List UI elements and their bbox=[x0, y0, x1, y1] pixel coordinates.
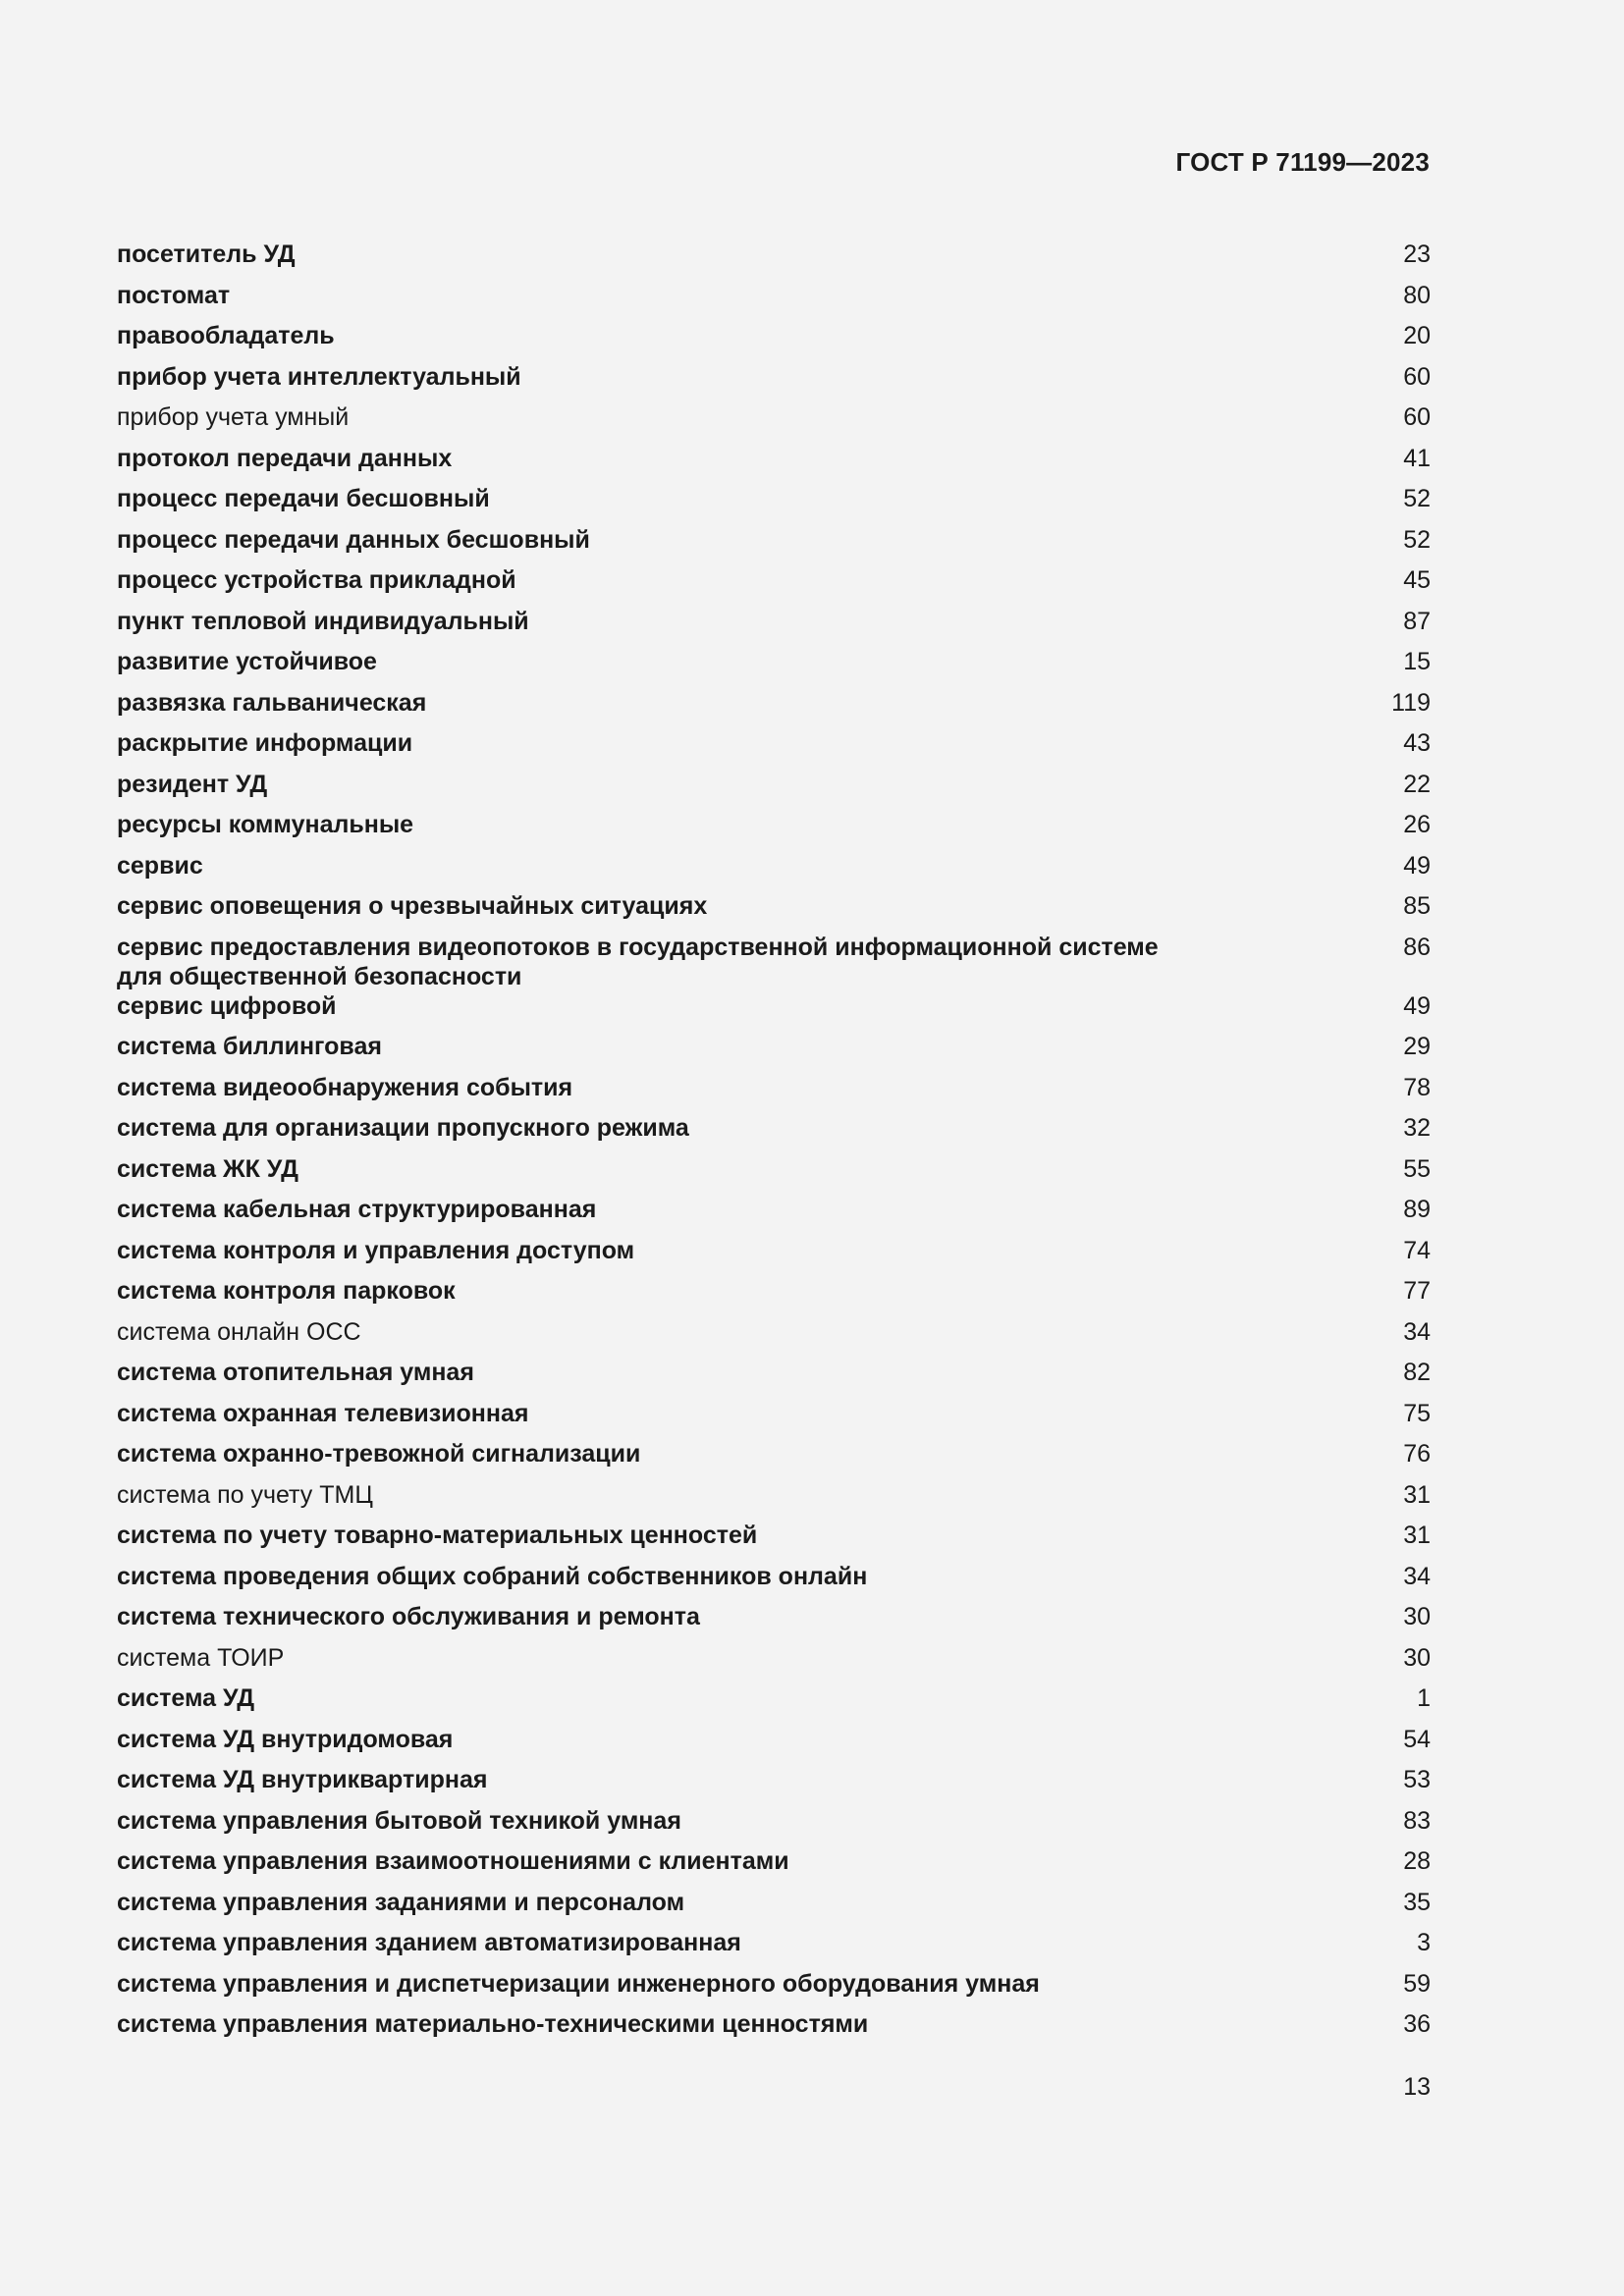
index-page-ref: 85 bbox=[1403, 892, 1431, 920]
index-entry bbox=[117, 688, 1431, 729]
index-page-ref: 22 bbox=[1403, 770, 1431, 798]
index-term: сервис цифровой bbox=[117, 991, 337, 1020]
index-term: правообладатель bbox=[117, 322, 335, 349]
index-page-ref: 31 bbox=[1403, 1522, 1431, 1549]
index-entry bbox=[117, 1765, 1431, 1806]
index-term: постомат bbox=[117, 281, 231, 309]
index-page-ref: 20 bbox=[1403, 322, 1431, 349]
index-entry bbox=[117, 1399, 1431, 1440]
index-entry bbox=[117, 1888, 1431, 1929]
index-term: система для организации пропускного режима bbox=[117, 1114, 689, 1142]
index-entry bbox=[117, 1317, 1431, 1359]
index-term: система контроля и управления доступом bbox=[117, 1236, 635, 1264]
index-term: система технического обслуживания и ремонта bbox=[117, 1603, 700, 1630]
index-term: сервис предоставления видеопотоков в государственной информационной системе для общественной безопасности bbox=[117, 933, 1159, 990]
index-page-ref: 55 bbox=[1403, 1154, 1431, 1183]
index-page-ref: 119 bbox=[1391, 688, 1431, 717]
page-number: 13 bbox=[1403, 2073, 1431, 2101]
index-entry bbox=[117, 1276, 1431, 1317]
index-entry bbox=[117, 1806, 1431, 1847]
index-page-ref: 49 bbox=[1403, 851, 1431, 880]
index-term: процесс передачи данных бесшовный bbox=[117, 525, 590, 554]
index-entry bbox=[117, 1154, 1431, 1196]
index-entry bbox=[117, 1236, 1431, 1277]
index-page-ref: 89 bbox=[1403, 1196, 1431, 1223]
index-entry bbox=[117, 851, 1431, 892]
index-page-ref: 60 bbox=[1403, 403, 1431, 431]
index-entry bbox=[117, 770, 1431, 811]
index-entry bbox=[117, 1725, 1431, 1766]
index-page-ref: 74 bbox=[1403, 1236, 1431, 1264]
index-term: система контроля парковок bbox=[117, 1277, 456, 1305]
index-term: система ТОИР bbox=[117, 1643, 285, 1672]
index-term: система видеообнаружения события bbox=[117, 1073, 573, 1101]
index-page-ref: 60 bbox=[1403, 362, 1431, 391]
index-page-ref: 31 bbox=[1403, 1480, 1431, 1509]
index-entry bbox=[117, 1969, 1431, 2010]
index-term: система охранная телевизионная bbox=[117, 1399, 529, 1427]
index-term: система управления взаимоотношениями с клиентами bbox=[117, 1847, 789, 1875]
index-term: прибор учета умный bbox=[117, 403, 350, 431]
index-entry bbox=[117, 728, 1431, 770]
index-entry bbox=[117, 1195, 1431, 1236]
index-entry bbox=[117, 1683, 1431, 1725]
index-entry bbox=[117, 1643, 1431, 1684]
index-entry bbox=[117, 1032, 1431, 1073]
index-entry bbox=[117, 281, 1431, 322]
index-term: система ЖК УД bbox=[117, 1154, 298, 1183]
index-page-ref: 87 bbox=[1403, 607, 1431, 635]
index-page-ref: 15 bbox=[1403, 648, 1431, 675]
index-entry bbox=[117, 1562, 1431, 1603]
index-entry bbox=[117, 991, 1431, 1033]
index-page-ref: 78 bbox=[1403, 1073, 1431, 1101]
index-term: развязка гальваническая bbox=[117, 688, 427, 717]
index-term: система проведения общих собраний собственников онлайн bbox=[117, 1562, 868, 1590]
index-page-ref: 30 bbox=[1403, 1643, 1431, 1672]
index-page-ref: 77 bbox=[1403, 1277, 1431, 1305]
index-entry bbox=[117, 1113, 1431, 1154]
index-term: система отопительная умная bbox=[117, 1359, 474, 1386]
index-page-ref: 34 bbox=[1403, 1317, 1431, 1346]
index-term: система управления материально-техническими ценностями bbox=[117, 2010, 869, 2038]
index-term: система управления зданием автоматизированная bbox=[117, 1929, 741, 1956]
index-page-ref: 30 bbox=[1403, 1603, 1431, 1630]
index-page-ref: 29 bbox=[1403, 1033, 1431, 1060]
index-page-ref: 86 bbox=[1403, 933, 1431, 961]
index-entry bbox=[117, 1928, 1431, 1969]
index-page-ref: 75 bbox=[1403, 1399, 1431, 1427]
index-term: система УД bbox=[117, 1684, 255, 1712]
index-entry bbox=[117, 1439, 1431, 1480]
index-page-ref: 26 bbox=[1403, 811, 1431, 838]
index-entry bbox=[117, 891, 1431, 933]
index-term: система онлайн ОСС bbox=[117, 1317, 361, 1346]
index-page-ref: 32 bbox=[1403, 1114, 1431, 1142]
index-term: прибор учета интеллектуальный bbox=[117, 362, 521, 391]
index-page-ref: 23 bbox=[1403, 240, 1431, 268]
index-term: пункт тепловой индивидуальный bbox=[117, 607, 529, 635]
index-entry bbox=[117, 362, 1431, 403]
index-page-ref: 41 bbox=[1403, 444, 1431, 472]
index-entry bbox=[117, 525, 1431, 566]
index-entry bbox=[117, 1480, 1431, 1522]
index-page-ref: 43 bbox=[1403, 729, 1431, 757]
index-entry bbox=[117, 647, 1431, 688]
index-term: развитие устойчивое bbox=[117, 648, 377, 675]
index-page-ref: 52 bbox=[1403, 485, 1431, 512]
index-term: сервис bbox=[117, 851, 203, 880]
index-entry bbox=[117, 240, 1431, 281]
index-page-ref: 52 bbox=[1403, 525, 1431, 554]
document-code: ГОСТ Р 71199—2023 bbox=[1175, 147, 1430, 177]
index-term: система биллинговая bbox=[117, 1033, 382, 1060]
index-page-ref: 34 bbox=[1403, 1562, 1431, 1590]
index-term: система УД внутридомовая bbox=[117, 1725, 454, 1753]
index-term: раскрытие информации bbox=[117, 729, 413, 757]
index-page-ref: 28 bbox=[1403, 1847, 1431, 1875]
index-entry bbox=[117, 933, 1431, 991]
index-page-ref: 45 bbox=[1403, 566, 1431, 594]
index-term: система УД внутриквартирная bbox=[117, 1766, 488, 1793]
index-page-ref: 53 bbox=[1403, 1766, 1431, 1793]
index-page-ref: 54 bbox=[1403, 1725, 1431, 1753]
index-page-ref: 1 bbox=[1417, 1684, 1431, 1712]
index-term: сервис оповещения о чрезвычайных ситуациях bbox=[117, 892, 708, 920]
index-term: система управления и диспетчеризации инженерного оборудования умная bbox=[117, 1969, 1040, 1998]
index-term: система по учету товарно-материальных ценностей bbox=[117, 1522, 758, 1549]
index-entry bbox=[117, 1602, 1431, 1643]
index-term: ресурсы коммунальные bbox=[117, 811, 414, 838]
alphabetical-index bbox=[117, 240, 1431, 2051]
index-page-ref: 83 bbox=[1403, 1806, 1431, 1835]
index-entry bbox=[117, 607, 1431, 648]
index-page-ref: 36 bbox=[1403, 2010, 1431, 2038]
index-term: система управления бытовой техникой умная bbox=[117, 1806, 681, 1835]
index-page-ref: 80 bbox=[1403, 281, 1431, 309]
index-page-ref: 49 bbox=[1403, 991, 1431, 1020]
index-page-ref: 3 bbox=[1417, 1929, 1431, 1956]
index-page-ref: 35 bbox=[1403, 1888, 1431, 1916]
index-term: система по учету ТМЦ bbox=[117, 1480, 373, 1509]
index-entry bbox=[117, 484, 1431, 525]
index-term: система управления заданиями и персоналом bbox=[117, 1888, 685, 1916]
index-entry bbox=[117, 565, 1431, 607]
index-entry bbox=[117, 1073, 1431, 1114]
index-page-ref: 59 bbox=[1403, 1969, 1431, 1998]
index-entry bbox=[117, 1846, 1431, 1888]
index-page-ref: 82 bbox=[1403, 1359, 1431, 1386]
index-page-ref: 76 bbox=[1403, 1440, 1431, 1468]
index-term: резидент УД bbox=[117, 770, 268, 798]
index-term: посетитель УД bbox=[117, 240, 296, 268]
index-entry bbox=[117, 810, 1431, 851]
index-entry bbox=[117, 402, 1431, 444]
index-entry bbox=[117, 444, 1431, 485]
index-entry bbox=[117, 1521, 1431, 1562]
index-term: протокол передачи данных bbox=[117, 444, 453, 472]
index-term: процесс устройства прикладной bbox=[117, 566, 516, 594]
index-term: процесс передачи бесшовный bbox=[117, 485, 490, 512]
index-term: система кабельная структурированная bbox=[117, 1196, 597, 1223]
index-entry bbox=[117, 1358, 1431, 1399]
index-entry bbox=[117, 321, 1431, 362]
index-entry bbox=[117, 2009, 1431, 2051]
index-term: система охранно-тревожной сигнализации bbox=[117, 1440, 641, 1468]
